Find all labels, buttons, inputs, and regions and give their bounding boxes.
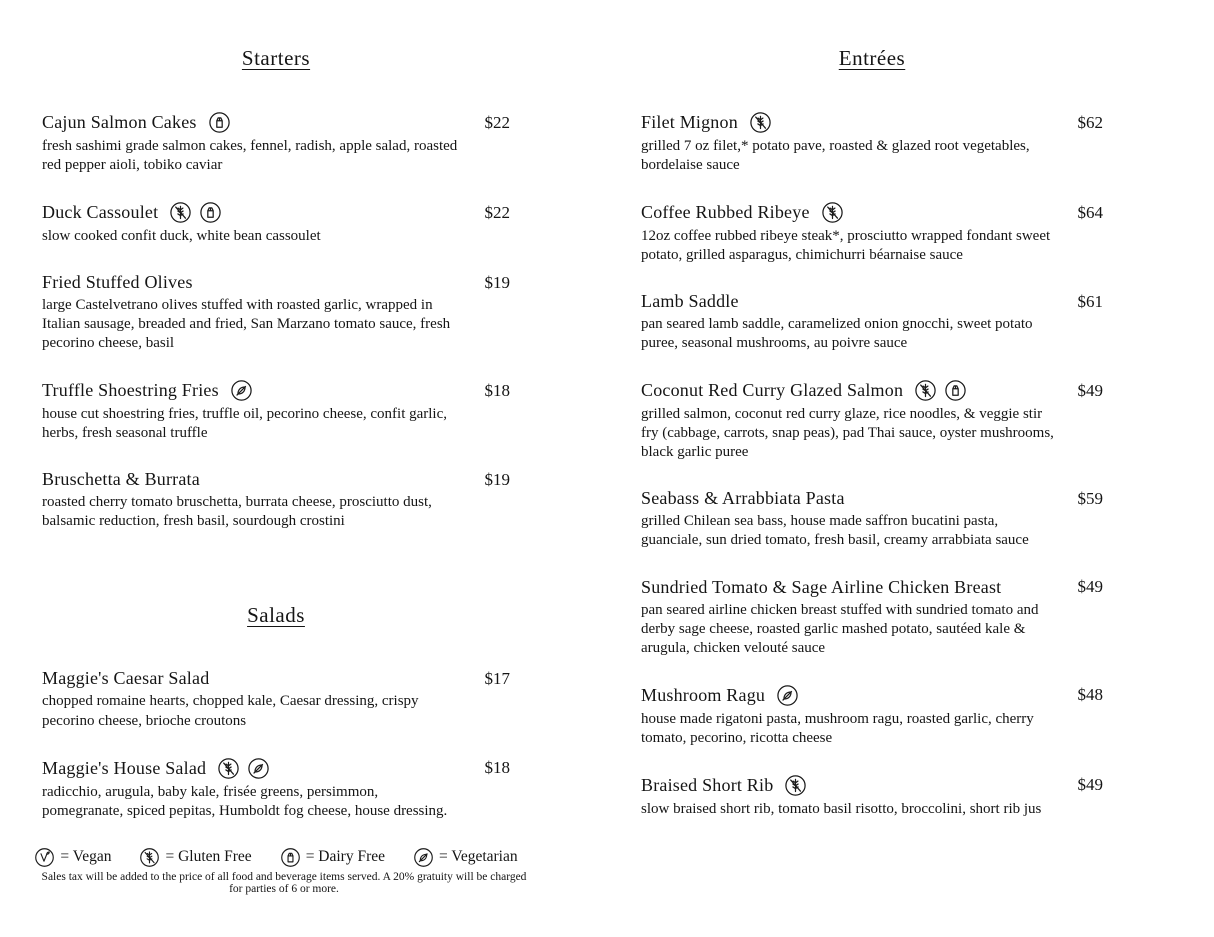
vegetarian-icon — [230, 379, 253, 402]
item-price: $18 — [484, 380, 510, 400]
menu-item — [641, 684, 1103, 748]
item-header — [641, 111, 1103, 134]
legend — [42, 847, 518, 868]
menu-section — [641, 0, 1103, 819]
item-dietary-icons — [784, 774, 807, 797]
item-name: Maggie's House Salad — [42, 757, 207, 778]
menu-item — [641, 111, 1103, 175]
item-name: Bruschetta & Burrata — [42, 469, 200, 490]
item-description: slow braised short rib, tomato basil risotto, broccolini, short rib jus — [641, 800, 1042, 817]
gluten-free-icon — [169, 201, 192, 224]
item-header — [42, 757, 510, 780]
item-price: $49 — [1077, 380, 1103, 400]
item-dietary-icons — [230, 379, 253, 402]
item-name: Mushroom Ragu — [641, 684, 766, 705]
menu-item — [641, 379, 1103, 462]
item-header — [641, 488, 1103, 509]
item-header — [641, 201, 1103, 224]
item-description: pan seared lamb saddle, caramelized onion gnocchi, sweet potato puree, seasonal mushrooms, au poivre sauce — [641, 316, 1033, 352]
item-header — [42, 111, 510, 134]
item-name: Sundried Tomato & Sage Airline Chicken Breast — [641, 576, 1002, 597]
item-price: $49 — [1077, 775, 1103, 795]
item-header — [42, 469, 510, 490]
item-name: Braised Short Rib — [641, 774, 774, 795]
menu-column-left — [41, 0, 527, 895]
item-price: $22 — [484, 202, 510, 222]
item-description: roasted cherry tomato bruschetta, burrata cheese, prosciutto dust, balsamic reduction, fresh basil, sourdough crostini — [42, 494, 432, 530]
dairy-free-icon — [199, 201, 222, 224]
menu-item — [42, 379, 510, 443]
item-price: $19 — [484, 272, 510, 292]
vegan-icon — [34, 847, 55, 868]
item-description: pan seared airline chicken breast stuffed with sundried tomato and derby sage cheese, roasted garlic mashed potato, sautéed kale & arugula, chicken velouté sauce — [641, 601, 1039, 656]
legend-label: = Vegetarian — [439, 848, 518, 866]
gluten-free-icon — [914, 379, 937, 402]
legend-item — [34, 847, 111, 868]
item-header — [42, 201, 510, 224]
item-name: Truffle Shoestring Fries — [42, 380, 219, 401]
item-dietary-icons — [821, 201, 844, 224]
item-header — [641, 774, 1103, 797]
footer-note: Sales tax will be added to the price of all food and beverage items served. A 20% gratuity will be charged for parties of 6 or more. — [41, 870, 527, 895]
menu-section — [42, 0, 510, 531]
menu-column-right — [641, 0, 1103, 895]
item-name: Filet Mignon — [641, 112, 738, 132]
item-header — [42, 668, 510, 689]
section-title: Entrées — [838, 46, 906, 70]
gluten-free-icon — [139, 847, 160, 868]
item-header — [641, 577, 1103, 598]
item-name: Fried Stuffed Olives — [42, 272, 193, 293]
item-price: $48 — [1077, 685, 1103, 705]
dairy-free-icon — [944, 379, 967, 402]
section-title: Starters — [241, 46, 311, 70]
item-dietary-icons — [914, 379, 967, 402]
item-name: Coffee Rubbed Ribeye — [641, 202, 810, 223]
item-description: house cut shoestring fries, truffle oil, pecorino cheese, confit garlic, herbs, fresh seasonal truffle — [42, 406, 448, 442]
menu-item — [42, 757, 510, 821]
legend-item — [413, 847, 518, 868]
vegetarian-icon — [247, 757, 270, 780]
item-name: Cajun Salmon Cakes — [42, 112, 197, 132]
legend-item — [280, 847, 385, 868]
item-description: fresh sashimi grade salmon cakes, fennel, radish, apple salad, roasted red pepper aioli, tobiko caviar — [42, 138, 458, 174]
menu-item — [42, 201, 510, 246]
item-header — [641, 379, 1103, 402]
item-description: grilled 7 oz filet,* potato pave, roasted & glazed root vegetables, bordelaise sauce — [641, 138, 1030, 174]
vegetarian-icon — [413, 847, 434, 868]
item-description: chopped romaine hearts, chopped kale, Caesar dressing, crispy pecorino cheese, brioche croutons — [42, 693, 419, 729]
item-description: slow cooked confit duck, white bean cassoulet — [42, 228, 321, 245]
item-header — [641, 684, 1103, 707]
item-name: Duck Cassoulet — [42, 202, 159, 223]
item-price: $59 — [1077, 488, 1103, 508]
menu-item — [641, 774, 1103, 819]
menu-section — [42, 557, 510, 820]
item-name: Coconut Red Curry Glazed Salmon — [641, 380, 904, 401]
item-price: $61 — [1077, 291, 1103, 311]
menu-item — [641, 201, 1103, 265]
legend-label: = Gluten Free — [165, 848, 252, 866]
item-description: radicchio, arugula, baby kale, frisée greens, persimmon, pomegranate, spiced pepitas, Humboldt fog cheese, house dressing. — [42, 783, 448, 819]
legend-label: = Vegan — [60, 848, 112, 866]
item-description: large Castelvetrano olives stuffed with roasted garlic, wrapped in Italian sausage, breaded and fried, San Marzano tomato sauce, fresh pecorino cheese, basil — [42, 297, 451, 352]
item-dietary-icons — [776, 684, 799, 707]
item-dietary-icons — [749, 111, 772, 134]
legend-label: = Dairy Free — [305, 848, 386, 866]
item-name: Lamb Saddle — [641, 291, 739, 312]
item-description: grilled salmon, coconut red curry glaze, rice noodles, & veggie stir fry (cabbage, carrots, snap peas), pad Thai sauce, oyster mushrooms, black garlic puree — [641, 406, 1054, 461]
menu-item — [42, 272, 510, 353]
item-header — [641, 291, 1103, 312]
item-description: house made rigatoni pasta, mushroom ragu, roasted garlic, cherry tomato, pecorino, ricotta cheese — [641, 710, 1034, 746]
item-dietary-icons — [169, 201, 222, 224]
item-price: $64 — [1077, 202, 1103, 222]
item-dietary-icons — [217, 757, 270, 780]
vegetarian-icon — [776, 684, 799, 707]
legend-item — [139, 847, 251, 868]
gluten-free-icon — [784, 774, 807, 797]
menu-item — [42, 668, 510, 730]
gluten-free-icon — [217, 757, 240, 780]
item-price: $19 — [484, 469, 510, 489]
item-price: $18 — [484, 758, 510, 778]
item-dietary-icons — [208, 111, 231, 134]
item-description: grilled Chilean sea bass, house made saffron bucatini pasta, guanciale, sun dried tomato, fresh basil, creamy arrabbiata sauce — [641, 513, 1029, 549]
item-header — [42, 379, 510, 402]
menu-item — [641, 577, 1103, 658]
dairy-free-icon — [280, 847, 301, 868]
section-title: Salads — [247, 603, 305, 628]
item-name: Maggie's Caesar Salad — [42, 668, 210, 689]
item-price: $17 — [484, 668, 510, 688]
menu-item — [641, 291, 1103, 353]
gluten-free-icon — [821, 201, 844, 224]
item-price: $22 — [484, 112, 510, 132]
item-price: $62 — [1077, 112, 1103, 132]
menu-item — [42, 111, 510, 175]
item-price: $49 — [1077, 577, 1103, 597]
item-header — [42, 272, 510, 293]
item-name: Seabass & Arrabbiata Pasta — [641, 488, 845, 509]
menu-item — [42, 469, 510, 531]
dairy-free-icon — [208, 111, 231, 134]
item-description: 12oz coffee rubbed ribeye steak*, prosciutto wrapped fondant sweet potato, grilled asparagus, chimichurri béarnaise sauce — [641, 228, 1051, 264]
menu-item — [641, 488, 1103, 550]
gluten-free-icon — [749, 111, 772, 134]
